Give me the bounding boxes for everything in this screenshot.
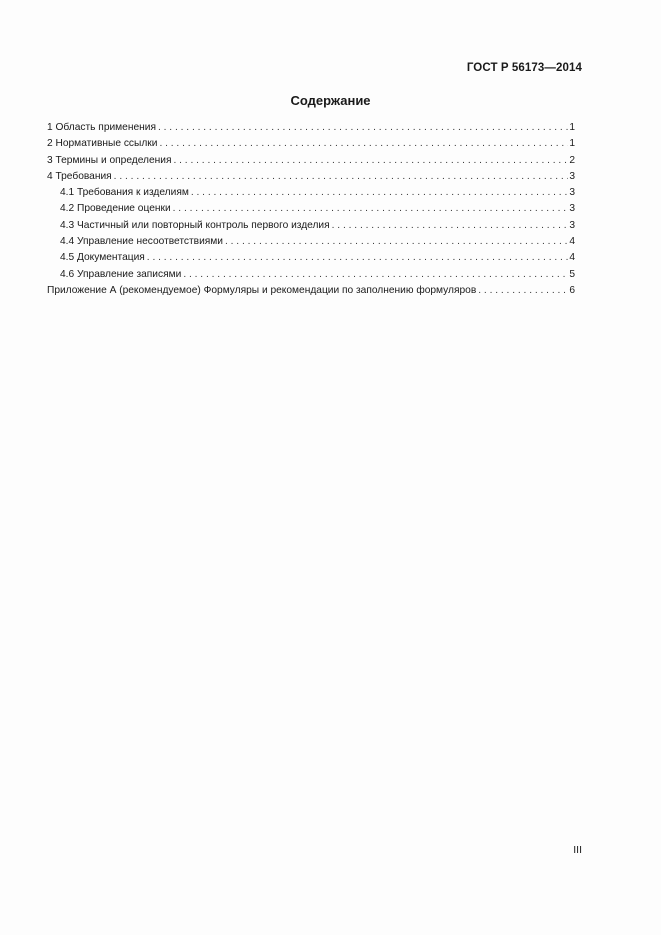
- toc-entry-appendix[interactable]: [47, 283, 575, 299]
- toc-entry-label: 4.2 Проведение оценки: [60, 203, 171, 215]
- toc-entry[interactable]: [47, 169, 575, 185]
- toc-leader-dots: [332, 218, 569, 234]
- toc-entry-page: 1: [569, 122, 575, 133]
- toc-entry-page: 2: [569, 154, 575, 166]
- toc-title: Содержание: [290, 93, 371, 108]
- toc-entry-label: 3 Термины и определения: [47, 154, 172, 166]
- toc-entry-page: 3: [569, 203, 575, 215]
- toc-subentry[interactable]: [47, 185, 575, 201]
- table-of-contents: [47, 120, 575, 299]
- toc-entry-page: 3: [569, 187, 575, 199]
- toc-entry-label: Приложение А (рекомендуемое) Формуляры и рекомендации по заполнению формуляров: [47, 284, 477, 296]
- document-code: ГОСТ Р 56173—2014: [466, 62, 582, 74]
- toc-leader-dots: [114, 169, 569, 185]
- toc-subentry[interactable]: [47, 218, 575, 234]
- toc-entry-label: 4.4 Управление несоответствиями: [60, 236, 223, 248]
- toc-entry-label: 4.1 Требования к изделиям: [60, 187, 189, 199]
- toc-entry-page: 3: [569, 219, 575, 231]
- toc-leader-dots: [183, 267, 568, 283]
- toc-leader-dots: [191, 185, 568, 201]
- toc-entry-page: 5: [569, 268, 575, 280]
- toc-entry[interactable]: [47, 120, 575, 136]
- toc-entry[interactable]: [47, 153, 575, 169]
- toc-entry-label: 2 Нормативные ссылки: [47, 138, 158, 150]
- toc-entry-label: 4 Требования: [47, 170, 112, 182]
- toc-entry[interactable]: [47, 136, 575, 152]
- toc-entry-page: 6: [569, 284, 575, 296]
- toc-entry-label: 1 Область применения: [47, 122, 156, 133]
- toc-subentry[interactable]: [47, 234, 575, 250]
- toc-subentry[interactable]: [47, 201, 575, 217]
- toc-leader-dots: [478, 283, 568, 299]
- toc-entry-label: 4.3 Частичный или повторный контроль первого изделия: [60, 219, 330, 231]
- toc-leader-dots: [159, 136, 568, 152]
- toc-entry-page: 3: [569, 170, 575, 182]
- toc-subentry[interactable]: [47, 267, 575, 283]
- toc-entry-label: 4.5 Документация: [60, 252, 145, 264]
- toc-leader-dots: [173, 201, 569, 217]
- page-number: III: [573, 844, 582, 856]
- toc-leader-dots: [173, 153, 568, 169]
- toc-entry-page: 4: [569, 252, 575, 264]
- toc-leader-dots: [225, 234, 568, 250]
- toc-entry-label: 4.6 Управление записями: [60, 268, 182, 280]
- toc-subentry[interactable]: [47, 250, 575, 266]
- toc-entry-page: 1: [569, 138, 575, 150]
- toc-leader-dots: [158, 120, 568, 136]
- toc-entry-page: 4: [569, 236, 575, 248]
- toc-leader-dots: [147, 250, 569, 266]
